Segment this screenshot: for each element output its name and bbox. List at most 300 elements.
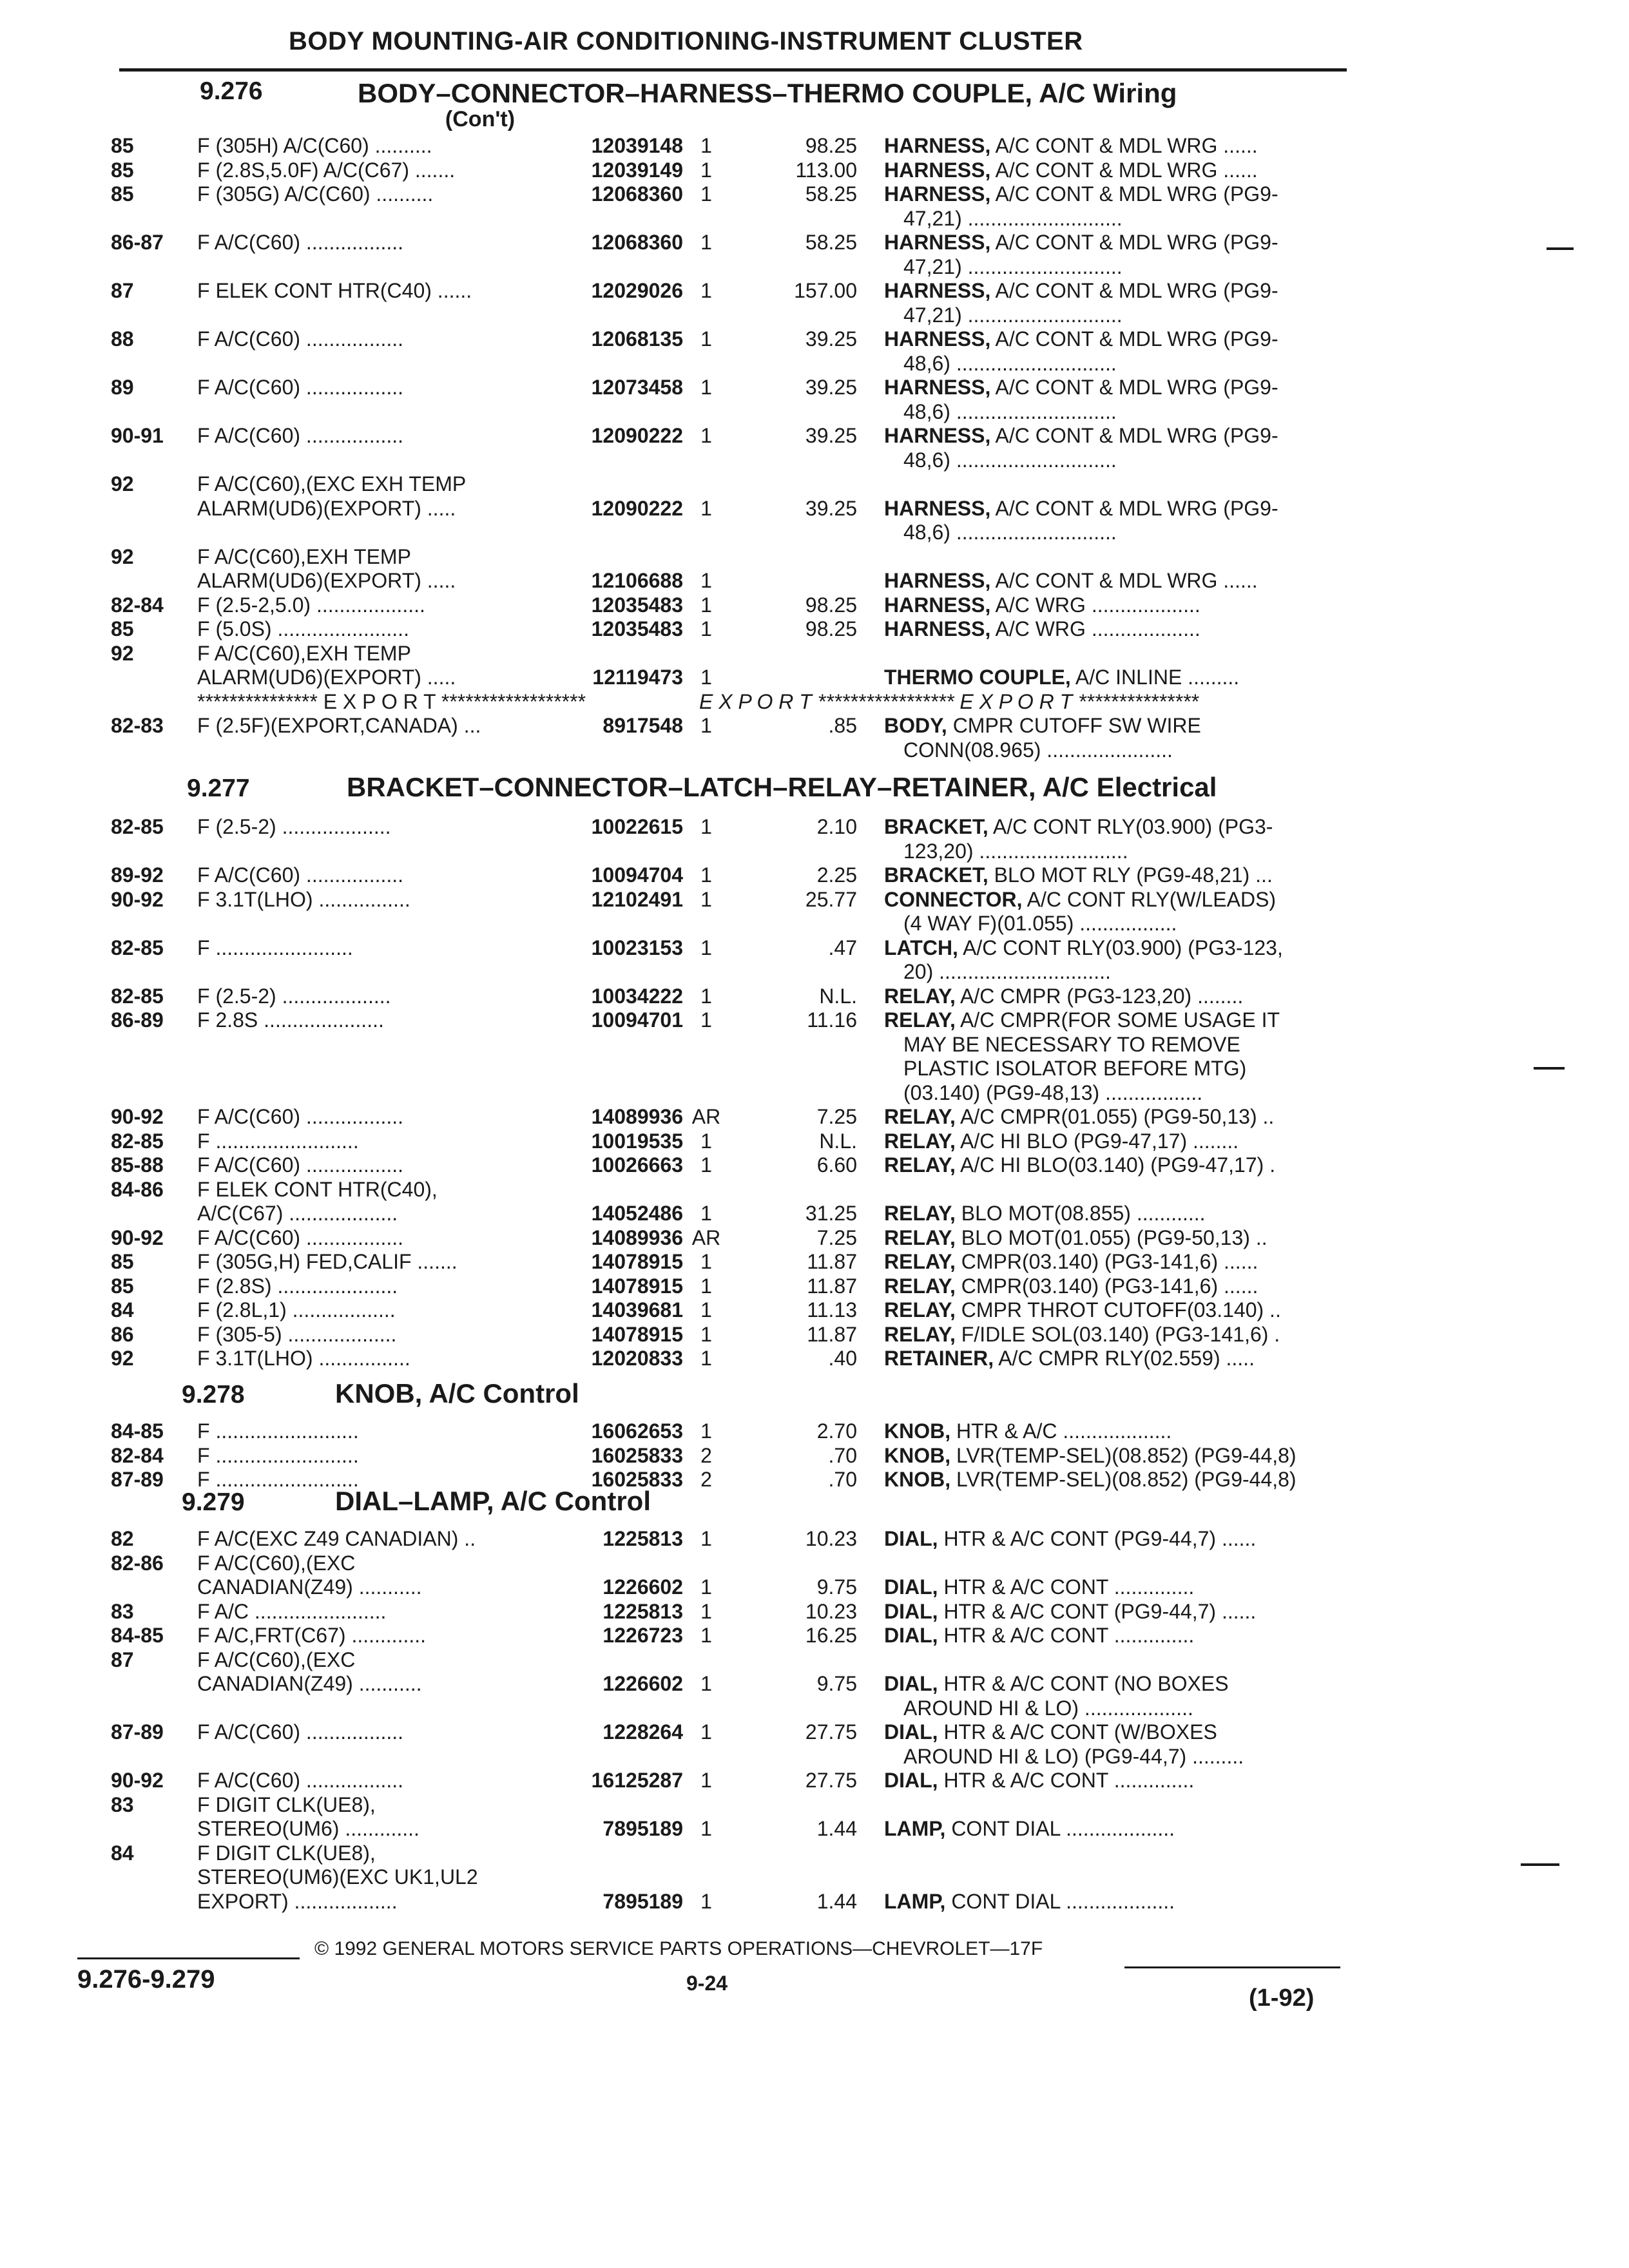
usage-description: F (305H) A/C(C60) .......... — [197, 134, 432, 157]
parts-row — [0, 912, 1629, 935]
part-name-detail: 48,6) ............................ — [903, 399, 1117, 423]
parts-row — [0, 1575, 1629, 1599]
usage-description: ALARM(UD6)(EXPORT) ..... — [197, 569, 456, 592]
parts-row — [0, 738, 1629, 762]
margin-mark — [1547, 247, 1574, 250]
part-name-detail: A/C CONT & MDL WRG ...... — [990, 158, 1258, 182]
part-name-detail: A/C CONT RLY(W/LEADS) — [1022, 887, 1277, 911]
list-price: 27.75 — [805, 1720, 857, 1744]
part-name-detail: BLO MOT RLY (PG9-48,21) ... — [988, 863, 1273, 887]
list-price: 98.25 — [805, 134, 857, 157]
part-name-detail: HTR & A/C CONT (NO BOXES — [938, 1672, 1229, 1695]
list-price: 2.25 — [816, 863, 857, 887]
usage-description: F ......................... — [197, 1443, 359, 1467]
quantity: AR — [691, 1105, 721, 1128]
part-name-keyword: LAMP, — [884, 1817, 946, 1840]
quantity: 1 — [700, 1769, 712, 1792]
part-name-detail: LVR(TEMP-SEL)(08.852) (PG9-44,8) — [950, 1468, 1296, 1491]
quantity: 1 — [700, 1347, 712, 1370]
list-price: 7.25 — [816, 1225, 857, 1249]
part-name — [884, 617, 1200, 640]
part-number: 10023153 — [591, 936, 683, 959]
part-name-detail: A/C CONT RLY(03.900) (PG3- — [988, 815, 1273, 838]
part-name — [903, 352, 1117, 375]
model-year: 84-85 — [111, 1624, 164, 1647]
part-number: 14078915 — [591, 1322, 683, 1346]
part-name-keyword: HARNESS, — [884, 617, 991, 640]
parts-row — [0, 207, 1629, 230]
part-name — [884, 497, 1278, 520]
part-name — [884, 593, 1200, 617]
list-price: 39.25 — [805, 327, 857, 351]
list-price: 10.23 — [805, 1599, 857, 1623]
part-number: 12035483 — [591, 593, 683, 617]
list-price: 16.25 — [805, 1624, 857, 1647]
part-name-detail: 47,21) ........................... — [903, 303, 1123, 327]
quantity: 1 — [700, 231, 712, 254]
model-year: 86-89 — [111, 1008, 164, 1032]
part-number: 1228264 — [602, 1720, 683, 1744]
model-year: 82-83 — [111, 714, 164, 737]
model-year: 87 — [111, 1648, 134, 1671]
parts-row — [0, 1250, 1629, 1273]
model-year: 85 — [111, 134, 134, 157]
part-name-keyword: THERMO COUPLE, — [884, 666, 1071, 689]
parts-row — [0, 1323, 1629, 1346]
model-year: 89 — [111, 376, 134, 399]
part-name — [884, 279, 1278, 302]
part-name-keyword: HARNESS, — [884, 569, 991, 592]
part-number: 10019535 — [591, 1129, 683, 1153]
parts-row — [0, 376, 1629, 399]
part-name — [884, 888, 1276, 911]
usage-description: F A/C ....................... — [197, 1599, 387, 1623]
part-name-detail: 47,21) ........................... — [903, 255, 1123, 278]
part-name — [903, 1696, 1193, 1720]
quantity: 1 — [700, 134, 712, 157]
parts-row — [0, 1226, 1629, 1249]
parts-row — [0, 1468, 1629, 1491]
part-name-keyword: LAMP, — [884, 1889, 946, 1913]
part-name-detail: 48,6) ............................ — [903, 448, 1117, 472]
part-name-detail: CMPR CUTOFF SW WIRE — [947, 714, 1201, 737]
part-name — [884, 936, 1283, 959]
parts-row — [0, 545, 1629, 568]
usage-description: F A/C(C60),(EXC — [197, 1551, 356, 1575]
quantity: 1 — [700, 1298, 712, 1321]
part-name-detail: CONT DIAL ................... — [945, 1889, 1175, 1913]
parts-row — [0, 1817, 1629, 1840]
part-name-keyword: HARNESS, — [884, 424, 991, 447]
list-price: 2.10 — [816, 815, 857, 838]
list-price: .47 — [828, 936, 857, 959]
parts-row — [0, 666, 1629, 689]
parts-row — [0, 1600, 1629, 1623]
part-name-keyword: DIAL, — [884, 1769, 938, 1792]
part-name — [903, 840, 1128, 863]
part-name-detail: CMPR(03.140) (PG3-141,6) ...... — [955, 1274, 1258, 1298]
model-year: 83 — [111, 1599, 134, 1623]
part-name — [903, 400, 1117, 423]
part-name-detail: A/C WRG ................... — [990, 593, 1200, 617]
part-number: 16062653 — [591, 1419, 683, 1443]
part-name-keyword: RELAY, — [884, 1274, 956, 1298]
model-year: 82-85 — [111, 1129, 164, 1153]
usage-description: EXPORT) .................. — [197, 1889, 398, 1913]
part-name-detail: PLASTIC ISOLATOR BEFORE MTG) — [903, 1057, 1247, 1080]
part-number: 12102491 — [591, 887, 683, 911]
quantity: 1 — [700, 1322, 712, 1346]
part-number: 14089936 — [591, 1225, 683, 1249]
section-title — [347, 774, 1217, 800]
part-name — [903, 303, 1123, 327]
part-name — [884, 714, 1201, 737]
list-price: .85 — [828, 714, 857, 737]
part-name-detail: A/C HI BLO(03.140) (PG9-47,17) . — [955, 1153, 1276, 1177]
part-name-detail: A/C CMPR RLY(02.559) ..... — [994, 1347, 1255, 1370]
part-name-keyword: RELAY, — [884, 1153, 956, 1177]
part-name-detail: CONT DIAL ................... — [945, 1817, 1175, 1840]
footer-copyright: © 1992 GENERAL MOTORS SERVICE PARTS OPERATIONS—CHEVROLET—17F — [314, 1938, 1043, 1959]
part-name — [884, 159, 1258, 182]
quantity: 1 — [700, 984, 712, 1008]
parts-row — [0, 863, 1629, 887]
part-name — [884, 1153, 1275, 1177]
list-price: 113.00 — [795, 158, 857, 182]
part-name-detail: A/C CMPR (PG3-123,20) ........ — [955, 984, 1244, 1008]
parts-row — [0, 1696, 1629, 1720]
usage-description: F A/C(C60),EXH TEMP — [197, 641, 411, 665]
list-price: 39.25 — [805, 424, 857, 447]
part-name — [884, 1444, 1296, 1467]
model-year: 84 — [111, 1298, 134, 1321]
usage-description: F A/C(C60) ................. — [197, 1720, 404, 1744]
list-price: 11.13 — [807, 1298, 857, 1321]
quantity: 1 — [700, 1575, 712, 1599]
part-number: 12068360 — [591, 231, 683, 254]
list-price: 1.44 — [816, 1889, 857, 1913]
model-year: 84-85 — [111, 1419, 164, 1443]
list-price: 9.75 — [816, 1672, 857, 1695]
parts-row — [0, 182, 1629, 206]
usage-description: F A/C(C60) ................. — [197, 1153, 404, 1177]
quantity: 1 — [700, 1419, 712, 1443]
list-price: 6.60 — [816, 1153, 857, 1177]
part-name-detail: A/C CONT & MDL WRG (PG9- — [990, 279, 1278, 302]
part-number: 16025833 — [591, 1468, 683, 1491]
parts-row — [0, 1057, 1629, 1080]
model-year: 87 — [111, 279, 134, 302]
part-number: 16125287 — [591, 1769, 683, 1792]
part-name-detail: AROUND HI & LO) (PG9-44,7) ......... — [903, 1744, 1244, 1768]
parts-row — [0, 1347, 1629, 1370]
usage-description: F (2.5-2) ................... — [197, 815, 391, 838]
part-name-detail: AROUND HI & LO) ................... — [903, 1696, 1193, 1720]
part-number: 7895189 — [602, 1817, 683, 1840]
parts-row — [0, 1419, 1629, 1443]
quantity: 1 — [700, 1599, 712, 1623]
part-name — [884, 1624, 1194, 1647]
usage-description: F (305-5) ................... — [197, 1322, 397, 1346]
part-name-keyword: HARNESS, — [884, 182, 991, 206]
parts-row — [0, 231, 1629, 254]
parts-row — [0, 1865, 1629, 1888]
part-name-detail: HTR & A/C CONT .............. — [938, 1769, 1195, 1792]
section-number: 9.276 — [200, 77, 263, 105]
part-number: 12029026 — [591, 279, 683, 302]
model-year: 87-89 — [111, 1468, 164, 1491]
part-name-detail: 48,6) ............................ — [903, 351, 1117, 375]
part-name-keyword: DIAL, — [884, 1599, 938, 1623]
section-title-text: BRACKET–CONNECTOR–LATCH–RELAY–RETAINER, A/C Electrical — [347, 772, 1217, 802]
model-year: 85 — [111, 182, 134, 206]
part-number: 10034222 — [591, 984, 683, 1008]
section-subtitle: (Con't) — [445, 107, 516, 131]
usage-description: F (2.8S) ..................... — [197, 1274, 398, 1298]
usage-description: F (2.5-2,5.0) ................... — [197, 593, 425, 617]
usage-description: F ......................... — [197, 1419, 359, 1443]
list-price: 9.75 — [816, 1575, 857, 1599]
list-price: 98.25 — [805, 617, 857, 640]
model-year: 87-89 — [111, 1720, 164, 1744]
part-number: 1225813 — [602, 1527, 683, 1550]
quantity: 1 — [700, 1817, 712, 1840]
parts-row — [0, 1081, 1629, 1104]
part-name — [903, 1033, 1240, 1056]
model-year: 82-85 — [111, 815, 164, 838]
parts-row — [0, 1298, 1629, 1321]
usage-description: ALARM(UD6)(EXPORT) ..... — [197, 496, 456, 520]
part-name-keyword: HARNESS, — [884, 327, 991, 351]
part-name-keyword: HARNESS, — [884, 158, 991, 182]
part-name-detail: HTR & A/C CONT (PG9-44,7) ...... — [938, 1527, 1257, 1550]
part-name-keyword: DIAL, — [884, 1527, 938, 1550]
part-name — [884, 666, 1239, 689]
part-name-detail: HTR & A/C CONT .............. — [938, 1575, 1195, 1599]
list-price: 58.25 — [805, 182, 857, 206]
part-name-detail: 20) .............................. — [903, 960, 1111, 983]
usage-description: F A/C(C60),(EXC — [197, 1648, 356, 1671]
part-name-keyword: HARNESS, — [884, 134, 991, 157]
quantity: 2 — [700, 1468, 712, 1491]
part-name-detail: A/C CMPR(01.055) (PG9-50,13) .. — [955, 1105, 1275, 1128]
part-name — [884, 1323, 1280, 1346]
usage-description: STEREO(UM6) ............. — [197, 1817, 419, 1840]
usage-description: F 3.1T(LHO) ................ — [197, 1347, 410, 1370]
part-name-keyword: RELAY, — [884, 984, 956, 1008]
usage-description: F DIGIT CLK(UE8), — [197, 1792, 376, 1816]
part-name-detail: HTR & A/C CONT (PG9-44,7) ...... — [938, 1599, 1257, 1623]
list-price: 7.25 — [816, 1105, 857, 1128]
part-name-keyword: RELAY, — [884, 1225, 956, 1249]
quantity: 1 — [700, 714, 712, 737]
usage-description: F A/C(C60) ................. — [197, 863, 404, 887]
part-name-detail: A/C CONT & MDL WRG (PG9- — [990, 424, 1278, 447]
model-year: 85 — [111, 1274, 134, 1298]
parts-row — [0, 1552, 1629, 1575]
section-title-text: BODY–CONNECTOR–HARNESS–THERMO COUPLE, A/C Wiring — [358, 78, 1177, 108]
part-number: 10094704 — [591, 863, 683, 887]
part-name-keyword: HARNESS, — [884, 496, 991, 520]
part-name-detail: HTR & A/C CONT (W/BOXES — [938, 1720, 1217, 1744]
part-number: 1226602 — [602, 1575, 683, 1599]
parts-row — [0, 1769, 1629, 1792]
part-name-keyword: DIAL, — [884, 1672, 938, 1695]
model-year: 85 — [111, 158, 134, 182]
list-price: 11.87 — [807, 1274, 857, 1298]
part-name-keyword: RELAY, — [884, 1105, 956, 1128]
usage-description: F A/C(C60),(EXC EXH TEMP — [197, 472, 467, 495]
part-name — [903, 255, 1123, 278]
part-name — [884, 569, 1258, 592]
part-number: 7895189 — [602, 1889, 683, 1913]
part-name — [884, 134, 1258, 157]
parts-row — [0, 279, 1629, 302]
parts-row — [0, 521, 1629, 544]
part-name-keyword: RELAY, — [884, 1008, 956, 1032]
usage-description: *************** E X P O R T ****************** — [197, 689, 586, 713]
quantity: 1 — [700, 424, 712, 447]
part-number: 16025833 — [591, 1443, 683, 1467]
parts-row — [0, 593, 1629, 617]
quantity: 1 — [700, 496, 712, 520]
usage-description: F A/C(C60) ................. — [197, 1225, 404, 1249]
part-name-detail: A/C CONT & MDL WRG (PG9- — [990, 327, 1278, 351]
usage-description: STEREO(UM6)(EXC UK1,UL2 — [197, 1865, 478, 1888]
usage-description: CANADIAN(Z49) ........... — [197, 1575, 422, 1599]
part-name-detail: A/C CONT & MDL WRG (PG9- — [990, 231, 1278, 254]
list-price: 2.70 — [816, 1419, 857, 1443]
quantity: 1 — [700, 593, 712, 617]
parts-row — [0, 472, 1629, 495]
part-name — [903, 738, 1173, 762]
parts-row — [0, 714, 1629, 737]
part-name-detail: MAY BE NECESSARY TO REMOVE — [903, 1032, 1240, 1056]
margin-mark — [1534, 1067, 1565, 1070]
part-number: 1226602 — [602, 1672, 683, 1695]
usage-description: F A/C(C60),EXH TEMP — [197, 544, 411, 568]
part-name-keyword: DIAL, — [884, 1720, 938, 1744]
model-year: 82-85 — [111, 984, 164, 1008]
part-number: 14078915 — [591, 1274, 683, 1298]
list-price: 39.25 — [805, 376, 857, 399]
model-year: 85 — [111, 1250, 134, 1273]
usage-description: F (2.5-2) ................... — [197, 984, 391, 1008]
part-name-keyword: DIAL, — [884, 1624, 938, 1647]
parts-row — [0, 1720, 1629, 1744]
part-name-detail: A/C CONT & MDL WRG ...... — [990, 134, 1258, 157]
part-name-detail: CONN(08.965) ...................... — [903, 738, 1173, 762]
part-name-detail: 47,21) ........................... — [903, 206, 1123, 230]
part-name-keyword: HARNESS, — [884, 279, 991, 302]
footer-section-range: 9.276-9.279 — [77, 1965, 215, 1994]
part-name-keyword: KNOB, — [884, 1468, 951, 1491]
list-price: .70 — [828, 1443, 857, 1467]
footer-rule-left — [77, 1957, 300, 1959]
part-name — [884, 1468, 1296, 1491]
model-year: 90-92 — [111, 1105, 164, 1128]
part-name — [884, 863, 1273, 887]
part-name-detail: CMPR THROT CUTOFF(03.140) .. — [955, 1298, 1281, 1321]
usage-description: F 2.8S ..................... — [197, 1008, 384, 1032]
model-year: 86 — [111, 1322, 134, 1346]
part-name — [903, 521, 1117, 544]
quantity: 1 — [700, 617, 712, 640]
parts-row — [0, 1841, 1629, 1865]
part-name — [903, 1745, 1244, 1768]
model-year: 82-85 — [111, 936, 164, 959]
list-price: 27.75 — [805, 1769, 857, 1792]
part-name-detail: A/C CONT & MDL WRG (PG9- — [990, 496, 1278, 520]
part-number: 14052486 — [591, 1202, 683, 1225]
parts-row — [0, 400, 1629, 423]
quantity: 1 — [700, 327, 712, 351]
model-year: 92 — [111, 1347, 134, 1370]
parts-row — [0, 840, 1629, 863]
quantity: 1 — [700, 158, 712, 182]
quantity: 1 — [700, 182, 712, 206]
part-name-keyword: HARNESS, — [884, 593, 991, 617]
usage-description: F ........................ — [197, 936, 353, 959]
part-name-keyword: DIAL, — [884, 1575, 938, 1599]
quantity: 1 — [700, 863, 712, 887]
part-name-keyword: RETAINER, — [884, 1347, 994, 1370]
model-year: 82-84 — [111, 593, 164, 617]
usage-description: F 3.1T(LHO) ................ — [197, 887, 410, 911]
part-name — [884, 1672, 1229, 1695]
part-name — [884, 1600, 1256, 1623]
part-name-detail: (4 WAY F)(01.055) ................. — [903, 912, 1177, 935]
part-name — [903, 960, 1111, 983]
quantity: 1 — [700, 1202, 712, 1225]
parts-row — [0, 448, 1629, 472]
part-name-detail: LVR(TEMP-SEL)(08.852) (PG9-44,8) — [950, 1443, 1296, 1467]
part-name-keyword: CONNECTOR, — [884, 887, 1023, 911]
part-name — [884, 1419, 1171, 1443]
model-year: 92 — [111, 472, 134, 495]
model-year: 92 — [111, 544, 134, 568]
list-price: 11.87 — [807, 1322, 857, 1346]
list-price: 157.00 — [794, 279, 857, 302]
parts-row — [0, 1274, 1629, 1298]
quantity: 1 — [700, 1889, 712, 1913]
part-name-keyword: RELAY, — [884, 1202, 956, 1225]
part-name — [884, 1347, 1255, 1370]
quantity: 2 — [700, 1443, 712, 1467]
model-year: 84-86 — [111, 1177, 164, 1201]
header-rule — [119, 68, 1347, 72]
part-name — [903, 912, 1177, 935]
part-name-keyword: RELAY, — [884, 1250, 956, 1273]
list-price: 98.25 — [805, 593, 857, 617]
model-year: 90-92 — [111, 1225, 164, 1249]
part-number: 12020833 — [591, 1347, 683, 1370]
part-name — [884, 1008, 1280, 1032]
quantity: 1 — [700, 1527, 712, 1550]
part-number: 12068135 — [591, 327, 683, 351]
parts-row — [0, 1153, 1629, 1177]
parts-row — [0, 1890, 1629, 1913]
part-number: 12090222 — [591, 424, 683, 447]
model-year: 88 — [111, 327, 134, 351]
part-name — [903, 1057, 1246, 1080]
footer-date-code: (1-92) — [1249, 1984, 1315, 2012]
footer-page-number: 9-24 — [686, 1972, 728, 1995]
usage-description: F A/C(C60) ................. — [197, 376, 404, 399]
page-header: BODY MOUNTING-AIR CONDITIONING-INSTRUMENT CLUSTER — [289, 27, 1083, 55]
part-name — [903, 448, 1117, 472]
list-price: .70 — [828, 1468, 857, 1491]
